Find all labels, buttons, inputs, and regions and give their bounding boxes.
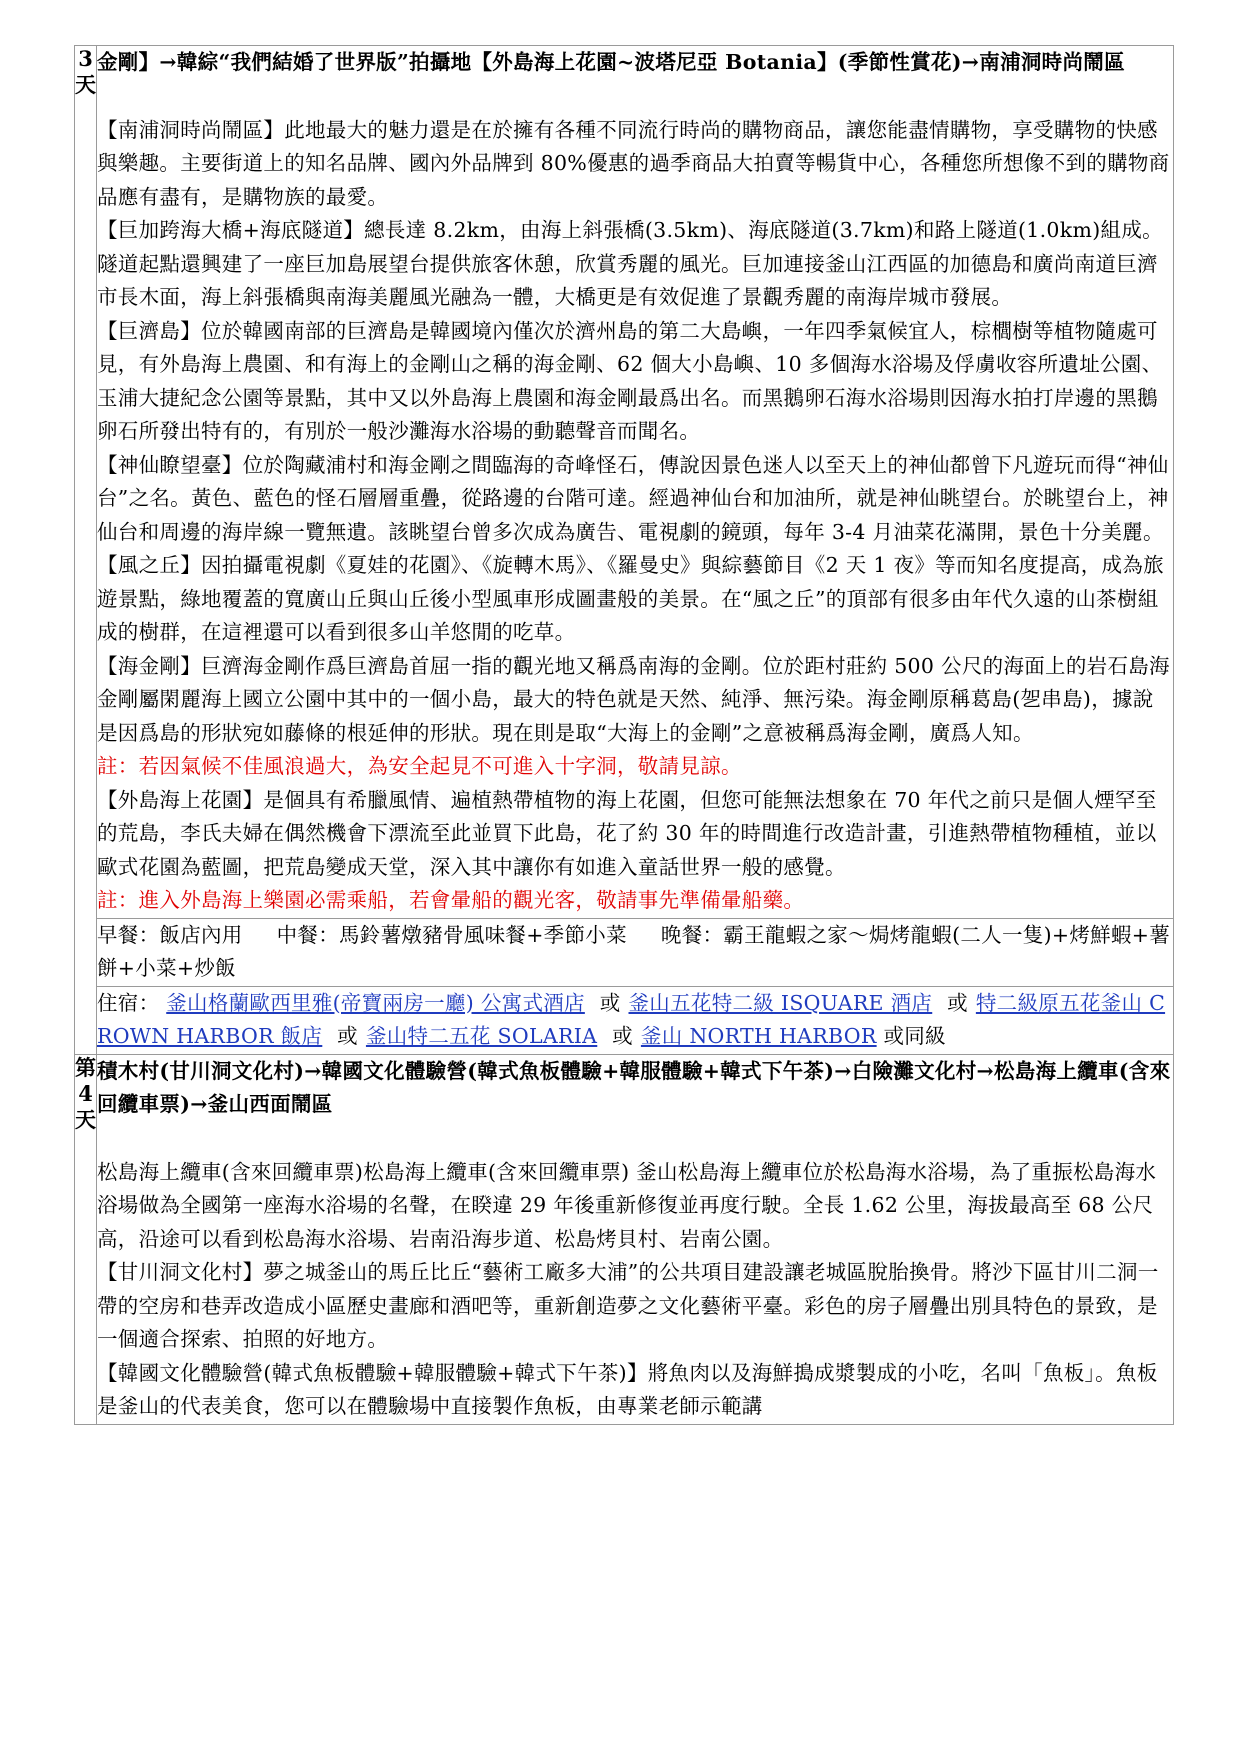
day3-paragraph-botania: 【外島海上花園】是個具有希臘風情、遍植熱帶植物的海上花園，但您可能無法想象在 70 年代之前只是個人煙罕至的荒島，李氏夫婦在偶然機會下漂流至此並買下此島，花了約 30 年的時間進行改造計畫，引進熱帶植物種植，並以歐式花園為藍圖，把荒島變成天堂，深入其中讓你有如進入童話世界一般的感覺。: [97, 787, 1157, 879]
day4-route: 積木村(甘川洞文化村)→韓國文化體驗營(韓式魚板體驗+韓服體驗+韓式下午茶)→白險灘文化村→松島海上纜車(含來回纜車票)→釜山西面鬧區: [97, 1058, 1171, 1116]
day3-note-weather: 註：若因氣候不佳風浪過大，為安全起見不可進入十字洞，敬請見諒。: [97, 754, 742, 778]
day3-row: [75, 46, 1174, 919]
day4-label-a: 第: [75, 1054, 96, 1080]
day4-label-day: 天: [75, 1106, 96, 1132]
day3-paragraph-geoje: 【巨濟島】位於韓國南部的巨濟島是韓國境內僅次於濟州島的第二大島嶼，一年四季氣候宜人，棕櫚樹等植物隨處可見，有外島海上農園、和有海上的金剛山之稱的海金剛、62 個大小島嶼、10 多個海水浴場及俘虜收容所遺址公園、玉浦大捷紀念公園等景點，其中又以外島海上農園和海金剛最爲出名。而黑鵝卵石海水浴場則因海水拍打岸邊的黑鵝卵石所發出特有的，有別於一般沙灘海水浴場的動聽聲音而聞名。: [97, 318, 1163, 443]
day3-paragraph-windy-hill: 【風之丘】因拍攝電視劇《夏娃的花園》、《旋轉木馬》、《羅曼史》與綜藝節目《2 天 1 夜》等而知名度提高，成為旅遊景點，綠地覆蓋的寬廣山丘與山丘後小型風車形成圖畫般的美景。在“風之丘”的頂部有很多由年代久遠的山茶樹組成的樹群，在這裡還可以看到很多山羊悠閒的吃草。: [97, 553, 1164, 644]
day4-label: [75, 1054, 97, 1424]
day3-label-day: 天: [75, 72, 96, 97]
day3-paragraph-nampo: 【南浦洞時尚鬧區】此地最大的魅力還是在於擁有各種不同流行時尚的購物商品，讓您能盡情購物，享受購物的快感與樂趣。主要街道上的知名品牌、國內外品牌到 80%優惠的過季商品大拍賣等暢貨中心，各種您所想像不到的購物商品應有盡有，是購物族的最愛。: [97, 117, 1170, 209]
day3-meals-row: [75, 918, 1174, 986]
hotel-link-grand-oceanstay[interactable]: 釜山格蘭歐西里雅(帝寶兩房一廳) 公寓式酒店: [166, 990, 585, 1015]
day4-row: [75, 1054, 1174, 1424]
day4-paragraph-culture-camp: 【韓國文化體驗營(韓式魚板體驗+韓服體驗+韓式下午茶)】將魚肉以及海鮮搗成漿製成的小吃，名叫「魚板」。魚板是釜山的代表美食，您可以在體驗場中直接製作魚板，由專業老師示範講: [97, 1360, 1158, 1418]
or-text: 或: [612, 1024, 633, 1048]
itinerary-table: [74, 45, 1174, 1425]
lunch-text: 中餐：馬鈴薯燉豬骨風味餐+季節小菜: [276, 922, 627, 947]
or-text: 或: [599, 990, 621, 1015]
day4-content: [97, 1054, 1174, 1424]
day3-paragraph-sinseondae: 【神仙瞭望臺】位於陶藏浦村和海金剛之間臨海的奇峰怪石，傳說因景色迷人以至天上的神仙都曾下凡遊玩而得“神仙台”之名。黃色、藍色的怪石層層重疊，從路邊的台階可達。經過神仙台和加油所，就是神仙眺望台。於眺望台上，神仙台和周邊的海岸線一覽無遺。該眺望台曾多次成為廣告、電視劇的鏡頭，每年 3-4 月油菜花滿開，景色十分美麗。: [97, 452, 1169, 544]
hotel-link-solaria[interactable]: 釜山特二五花 SOLARIA: [365, 1024, 598, 1048]
day3-paragraph-haegeumgang: 【海金剛】巨濟海金剛作爲巨濟島首屈一指的觀光地又稱爲南海的金剛。位於距村莊約 500 公尺的海面上的岩石島海金剛屬閑麗海上國立公園中其中的一個小島，最大的特色就是天然、純淨、無污染。海金剛原稱葛島(乫串島)，據說是因爲島的形狀宛如藤條的根延伸的形狀。現在則是取“大海上的金剛”之意被稱爲海金剛，廣爲人知。: [97, 653, 1170, 745]
dinner-text: 晚餐：霸王龍蝦之家～焗烤龍蝦(二人一隻)+烤鮮蝦+薯餅+小菜+炒飯: [97, 922, 1171, 980]
hotel-link-crown-harbor[interactable]: 特二級原五花釜山 CROWN HARBOR 飯店: [97, 990, 1166, 1048]
lodging-suffix: 或同級: [883, 1024, 946, 1048]
day3-lodging: [97, 986, 1174, 1054]
day3-note-boat: 註：進入外島海上樂園必需乘船，若會暈船的觀光客，敬請事先準備暈船藥。: [97, 888, 805, 912]
day3-label-num: 3: [78, 46, 93, 71]
day3-meals: [97, 918, 1174, 986]
day3-paragraph-geoga-bridge: 【巨加跨海大橋+海底隧道】總長達 8.2km，由海上斜張橋(3.5km)、海底隧道(3.7km)和路上隧道(1.0km)組成。隧道起點還興建了一座巨加島展望台提供旅客休憩，欣賞秀麗的風光。巨加連接釜山江西區的加德島和廣尚南道巨濟市長木面，海上斜張橋與南海美麗風光融為一體，大橋更是有效促進了景觀秀麗的南海岸城市發展。: [97, 218, 1163, 309]
lodging-prefix: 住宿：: [97, 990, 160, 1015]
hotel-link-north-harbor[interactable]: 釜山 NORTH HARBOR: [640, 1024, 877, 1048]
or-text: 或: [947, 990, 968, 1015]
day4-paragraph-cable-car: 松島海上纜車(含來回纜車票)松島海上纜車(含來回纜車票) 釜山松島海上纜車位於松島海水浴場，為了重振松島海水浴場做為全國第一座海水浴場的名聲，在睽違 29 年後重新修復並再度行駛。全長 1.62 公里，海拔最高至 68 公尺高，沿途可以看到松島海水浴場、岩南沿海步道、松島烤貝村、岩南公園。: [97, 1159, 1157, 1251]
or-text: 或: [337, 1024, 358, 1048]
day3-content: [97, 46, 1174, 919]
day3-lodging-row: [75, 986, 1174, 1054]
day4-paragraph-gamcheon: 【甘川洞文化村】夢之城釜山的馬丘比丘“藝術工廠多大浦”的公共項目建設讓老城區脫胎換骨。將沙下區甘川二洞一帶的空房和巷弄改造成小區歷史畫廊和酒吧等，重新創造夢之文化藝術平臺。彩色的房子層疊出別具特色的景致，是一個適合探索、拍照的好地方。: [97, 1260, 1159, 1351]
breakfast-text: 早餐：飯店內用: [97, 922, 243, 947]
day3-route: 金剛】→韓綜“我們結婚了世界版”拍攝地【外島海上花園~波塔尼亞 Botania】(季節性賞花)→南浦洞時尚鬧區: [97, 50, 1125, 74]
hotel-link-isquare[interactable]: 釜山五花特二級 ISQUARE 酒店: [628, 990, 933, 1015]
day3-label: [75, 46, 97, 1055]
day4-label-num: 4: [78, 1080, 93, 1106]
